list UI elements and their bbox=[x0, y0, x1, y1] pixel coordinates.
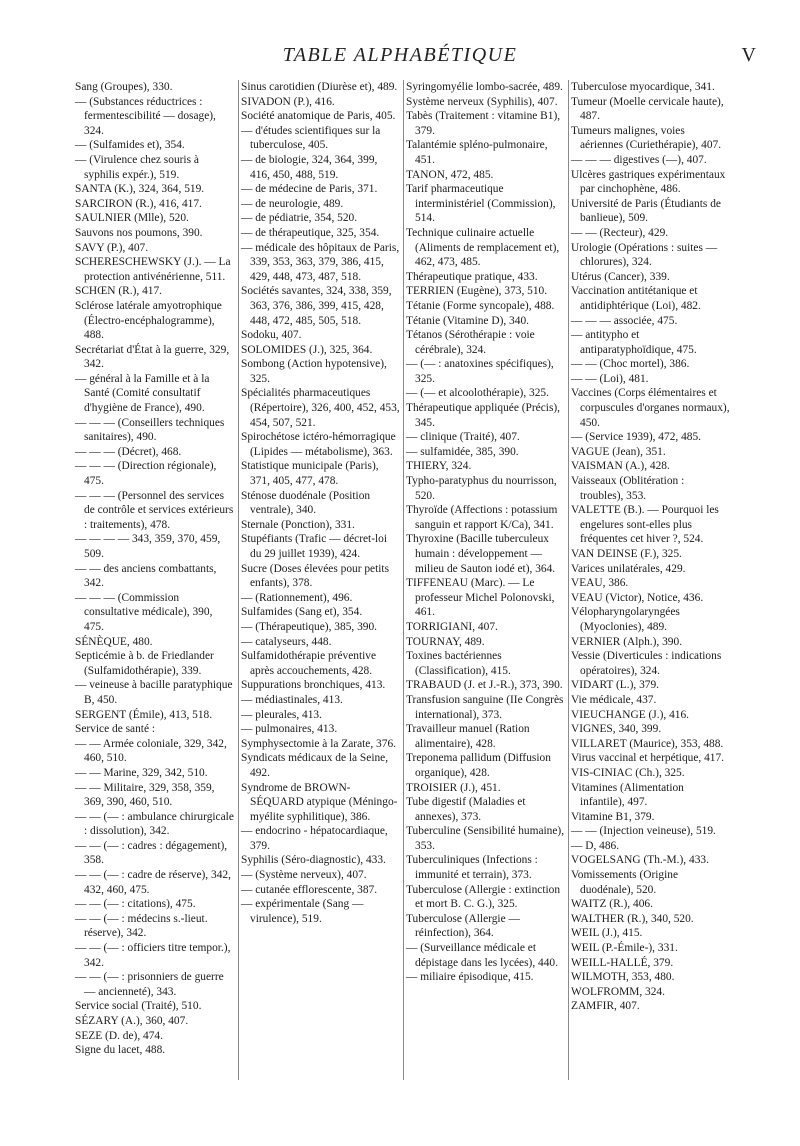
index-entry: Spécialités pharmaceutiques (Répertoire), 326, 400, 452, 453, 454, 507, 521. bbox=[241, 387, 400, 429]
index-entry: — — — (Conseillers techniques sanitaires), 490. bbox=[75, 416, 225, 444]
index-entry: Statistique municipale (Paris), 371, 405, 477, 478. bbox=[241, 460, 379, 488]
index-entry: Tuberculose (Allergie : extinction et mort B. C. G.), 325. bbox=[406, 883, 561, 911]
index-entry: — — — (Direction régionale), 475. bbox=[75, 460, 217, 488]
index-entry: Université de Paris (Étudiants de banlieue), 509. bbox=[571, 197, 721, 225]
index-entry: — — (— : citations), 475. bbox=[75, 898, 196, 911]
index-column-4 bbox=[568, 80, 733, 1080]
index-entry: — — — associée, 475. bbox=[571, 314, 678, 327]
index-entry: Sodoku, 407. bbox=[241, 329, 302, 342]
index-entry: VOGELSANG (Th.-M.), 433. bbox=[571, 854, 709, 867]
index-entry: — sulfamidée, 385, 390. bbox=[406, 445, 519, 458]
index-entry: Tube digestif (Maladies et annexes), 373. bbox=[406, 796, 526, 823]
index-entry: TIFFENEAU (Marc). — Le professeur Michel Polonovski, 461. bbox=[406, 577, 555, 619]
index-column-3 bbox=[403, 80, 568, 1080]
index-entry: TRABAUD (J. et J.-R.), 373, 390. bbox=[406, 679, 563, 692]
index-entry: — clinique (Traité), 407. bbox=[406, 431, 520, 444]
index-entry: Tuberculiniques (Infections : immunité et terrain), 373. bbox=[406, 854, 538, 882]
index-entry: Sinus carotidien (Diurèse et), 489. bbox=[241, 81, 398, 93]
index-entry: SCHERESCHEWSKY (J.). — La protection antivénérienne, 511. bbox=[75, 256, 231, 283]
index-entry: — — des anciens combattants, 342. bbox=[75, 562, 217, 590]
index-entry: Vaccines (Corps élémentaires et corpuscules d'organes normaux), 450. bbox=[571, 387, 730, 429]
index-entry: — — (Choc mortel), 386. bbox=[571, 358, 690, 371]
index-entry: TERRIEN (Eugène), 373, 510. bbox=[406, 285, 548, 298]
index-entry: — expérimentale (Sang — virulence), 519. bbox=[241, 898, 364, 925]
index-entry: Urologie (Opérations : suites — chlorures), 324. bbox=[571, 241, 718, 269]
index-entry: SAULNIER (Mlle), 520. bbox=[75, 212, 189, 225]
index-entry: Sombong (Action hypotensive), 325. bbox=[241, 358, 387, 385]
index-entry: WEIL (J.), 415. bbox=[571, 927, 643, 940]
index-entry: — médicale des hôpitaux de Paris, 339, 353, 363, 379, 386, 415, 429, 448, 473, 487, 518. bbox=[241, 241, 400, 283]
page-title: TABLE ALPHABÉTIQUE bbox=[282, 44, 518, 66]
index-entry: — — — (Commission consultative médicale), 390, 475. bbox=[75, 591, 213, 633]
index-entry: Vessie (Diverticules : indications opératoires), 324. bbox=[571, 650, 722, 677]
index-entry: Sténose duodénale (Position ventrale), 340. bbox=[241, 489, 371, 517]
index-entry: — — (Injection veineuse), 519. bbox=[571, 825, 716, 838]
index-entry: ZAMFIR, 407. bbox=[571, 1000, 640, 1013]
index-entry: Signe du lacet, 488. bbox=[75, 1044, 166, 1057]
index-entry: Service de santé : bbox=[75, 723, 156, 736]
index-entry: Service social (Traité), 510. bbox=[75, 1000, 202, 1013]
index-entry: VIS-CINIAC (Ch.), 325. bbox=[571, 766, 685, 779]
index-entry: — — Armée coloniale, 329, 342, 460, 510. bbox=[75, 737, 227, 765]
index-entry: SERGENT (Émile), 413, 518. bbox=[75, 708, 213, 721]
index-entry: VEAU, 386. bbox=[571, 577, 629, 590]
index-entry: — (Rationnement), 496. bbox=[241, 591, 353, 604]
index-entry: — général à la Famille et à la Santé (Comité consultatif d'hygiène de France), 490. bbox=[75, 372, 210, 415]
index-entry: — pulmonaires, 413. bbox=[241, 723, 338, 736]
index-entry: Vomissements (Origine duodénale), 520. bbox=[571, 869, 679, 896]
index-entry: — de médecine de Paris, 371. bbox=[241, 183, 378, 196]
index-entry: Sang (Groupes), 330. bbox=[75, 81, 173, 93]
index-entry: — — (— : prisonniers de guerre — ancienneté), 343. bbox=[75, 971, 224, 998]
index-entry: Thérapeutique pratique, 433. bbox=[406, 270, 538, 283]
index-entry: TORRIGIANI, 407. bbox=[406, 620, 498, 633]
index-entry: Tétanie (Forme syncopale), 488. bbox=[406, 299, 555, 312]
index-entry: VIEUCHANGE (J.), 416. bbox=[571, 708, 690, 721]
index-entry: — — (— : médecins s.-lieut. réserve), 342. bbox=[75, 912, 208, 940]
index-entry: WOLFROMM, 324. bbox=[571, 985, 665, 998]
index-entry: Tuberculine (Sensibilité humaine), 353. bbox=[406, 825, 565, 852]
index-entry: VIGNES, 340, 399. bbox=[571, 723, 662, 736]
index-entry: — — — (Décret), 468. bbox=[75, 445, 182, 458]
index-entry: — endocrino - hépatocardiaque, 379. bbox=[241, 825, 388, 852]
index-entry: Talantémie spléno-pulmonaire, 451. bbox=[406, 139, 548, 166]
index-entry: Varices unilatérales, 429. bbox=[571, 562, 686, 575]
index-entry: VAISMAN (A.), 428. bbox=[571, 460, 670, 473]
index-entry: — de neurologie, 489. bbox=[241, 197, 344, 210]
index-entry: Vitamine B1, 379. bbox=[571, 810, 655, 823]
index-entry: — (— : anatoxines spécifiques), 325. bbox=[406, 358, 554, 385]
index-entry: Société anatomique de Paris, 405. bbox=[241, 110, 396, 123]
index-entry: — — Marine, 329, 342, 510. bbox=[75, 766, 208, 779]
index-entry: Sucre (Doses élevées pour petits enfants), 378. bbox=[241, 562, 390, 590]
index-entry: Vaisseaux (Oblitération : troubles), 353. bbox=[571, 475, 685, 502]
index-entry: — pleurales, 413. bbox=[241, 708, 322, 721]
index-entry: — (Système nerveux), 407. bbox=[241, 869, 367, 882]
index-entry: Thérapeutique appliquée (Précis), 345. bbox=[406, 402, 561, 429]
index-entry: Vaccination antitétanique et antidiphtérique (Loi), 482. bbox=[571, 285, 701, 312]
index-entry: Sulfamidothérapie préventive après accouchements, 428. bbox=[241, 650, 377, 677]
index-entry: — — (Loi), 481. bbox=[571, 372, 649, 385]
index-entry: Ulcères gastriques expérimentaux par cinchophène, 486. bbox=[571, 168, 726, 196]
index-entry: Symphysectomie à la Zarate, 376. bbox=[241, 737, 396, 750]
index-entry: Tumeur (Moelle cervicale haute), 487. bbox=[571, 95, 724, 123]
index-entry: — — (Recteur), 429. bbox=[571, 226, 669, 239]
index-entry: VILLARET (Maurice), 353, 488. bbox=[571, 737, 724, 750]
index-entry: Treponema pallidum (Diffusion organique), 428. bbox=[406, 752, 551, 779]
index-entry: Syringomyélie lombo-sacrée, 489. bbox=[406, 81, 563, 93]
index-entry: — (Virulence chez souris à syphilis expér.), 519. bbox=[75, 153, 199, 181]
index-entry: — catalyseurs, 448. bbox=[241, 635, 332, 648]
index-entry: Sociétés savantes, 324, 338, 359, 363, 376, 386, 399, 415, 428, 448, 472, 485, 505, 518. bbox=[241, 285, 392, 327]
index-entry: — médiastinales, 413. bbox=[241, 693, 343, 706]
index-entry: — de pédiatrie, 354, 520. bbox=[241, 212, 358, 225]
index-entry: — veineuse à bacille paratyphique B, 450. bbox=[75, 679, 233, 706]
index-entry: Stupéfiants (Trafic — décret-loi du 29 juillet 1939), 424. bbox=[241, 533, 388, 560]
index-entry: VEAU (Victor), Notice, 436. bbox=[571, 591, 704, 604]
index-entry: Tabès (Traitement : vitamine B1), 379. bbox=[406, 110, 561, 137]
index-entry: — (Substances réductrices : fermentescibilité — dosage), 324. bbox=[75, 95, 216, 137]
index-entry: Vélopharyngolaryngées (Myoclonies), 489. bbox=[571, 606, 680, 633]
index-entry: Septicémie à b. de Friedlander (Sulfamidothérapie), 339. bbox=[75, 650, 214, 677]
index-entry: — miliaire épisodique, 415. bbox=[406, 971, 534, 984]
index-entry: — — (— : cadre de réserve), 342, 432, 460, 475. bbox=[75, 869, 231, 896]
index-entry: Virus vaccinal et herpétique, 417. bbox=[571, 752, 725, 765]
index-entry: VERNIER (Alph.), 390. bbox=[571, 635, 683, 648]
index-entry: SAVY (P.), 407. bbox=[75, 241, 149, 254]
index-entry: WALTHER (R.), 340, 520. bbox=[571, 912, 694, 925]
index-entry: Tarif pharmaceutique interministériel (Commission), 514. bbox=[406, 183, 556, 225]
index-column-2 bbox=[238, 80, 403, 1080]
index-entry: — D, 486. bbox=[571, 839, 620, 852]
index-entry: WEILL-HALLÉ, 379. bbox=[571, 956, 674, 969]
page-number: V bbox=[741, 44, 756, 66]
index-entry: Thyroïde (Affections : potassium sanguin et rapport K/Ca), 341. bbox=[406, 504, 558, 531]
index-entry: TANON, 472, 485. bbox=[406, 168, 494, 181]
index-entry: WILMOTH, 353, 480. bbox=[571, 971, 675, 984]
index-entry: SIVADON (P.), 416. bbox=[241, 95, 335, 108]
index-entry: Syndicats médicaux de la Seine, 492. bbox=[241, 752, 389, 779]
index-entry: — — (— : ambulance chirurgicale : dissolution), 342. bbox=[75, 810, 234, 838]
index-entry: Vie médicale, 437. bbox=[571, 693, 657, 706]
index-entry: Sulfamides (Sang et), 354. bbox=[241, 606, 363, 619]
index-entry: SARCIRON (R.), 416, 417. bbox=[75, 197, 202, 210]
index-entry: Système nerveux (Syphilis), 407. bbox=[406, 95, 558, 108]
index-entry: — — (— : officiers titre tempor.), 342. bbox=[75, 942, 231, 969]
index-entry: VIDART (L.), 379. bbox=[571, 679, 660, 692]
index-entry: Tuberculose myocardique, 341. bbox=[571, 81, 715, 93]
index-entry: Sauvons nos poumons, 390. bbox=[75, 226, 203, 239]
index-entry: — (Sulfamides et), 354. bbox=[75, 139, 185, 152]
index-entry: Spirochétose ictéro-hémorragique (Lipides — métabolisme), 363. bbox=[241, 431, 396, 458]
index-entry: SEZE (D. de), 474. bbox=[75, 1029, 163, 1042]
index-entry: Syndrome de BROWN-SÉQUARD atypique (Méningo-myélite syphilitique), 386. bbox=[241, 781, 398, 823]
index-entry: Sclérose latérale amyotrophique (Électro-encéphalogramme), 488. bbox=[75, 299, 222, 342]
index-entry: SCHŒN (R.), 417. bbox=[75, 285, 163, 298]
index-entry: — (Surveillance médicale et dépistage dans les lycées), 440. bbox=[406, 942, 558, 969]
index-entry: Utérus (Cancer), 339. bbox=[571, 270, 670, 283]
index-entry: SANTA (K.), 324, 364, 519. bbox=[75, 183, 205, 196]
index-entry: Travailleur manuel (Ration alimentaire), 428. bbox=[406, 723, 530, 750]
index-entry: TOURNAY, 489. bbox=[406, 635, 485, 648]
index-entry: — — — — 343, 359, 370, 459, 509. bbox=[75, 533, 221, 560]
index-entry: Toxines bactériennes (Classification), 415. bbox=[406, 650, 511, 677]
index-entry: — — (— : cadres : dégagement), 358. bbox=[75, 839, 228, 867]
index-entry: — de thérapeutique, 325, 354. bbox=[241, 226, 380, 239]
index-entry: Tumeurs malignes, voies aériennes (Curiethérapie), 407. bbox=[571, 124, 722, 152]
index-column-1 bbox=[73, 80, 238, 1080]
index-entry: — d'études scientifiques sur la tuberculose, 405. bbox=[241, 124, 381, 152]
index-entry: Transfusion sanguine (IIe Congrès international), 373. bbox=[406, 693, 564, 721]
index-columns bbox=[73, 80, 733, 1080]
index-entry: — (Service 1939), 472, 485. bbox=[571, 431, 702, 444]
index-entry: — — — (Personnel des services de contrôle et services extérieurs : traitements), 478. bbox=[75, 489, 234, 531]
index-entry: TROISIER (J.), 451. bbox=[406, 781, 501, 794]
index-entry: Suppurations bronchiques, 413. bbox=[241, 679, 386, 692]
index-entry: Vitamines (Alimentation infantile), 497. bbox=[571, 781, 684, 809]
index-entry: Tétanie (Vitamine D), 340. bbox=[406, 314, 529, 327]
index-entry: — (— et alcoolothérapie), 325. bbox=[406, 387, 549, 400]
index-entry: VAGUE (Jean), 351. bbox=[571, 445, 666, 458]
index-entry: WEIL (P.-Émile-), 331. bbox=[571, 942, 678, 955]
index-entry: — antitypho et antiparatyphoïdique, 475. bbox=[571, 329, 697, 356]
index-entry: Technique culinaire actuelle (Aliments de remplacement et), 462, 473, 485. bbox=[406, 226, 560, 269]
index-entry: WAITZ (R.), 406. bbox=[571, 898, 653, 911]
index-entry: Secrétariat d'État à la guerre, 329, 342. bbox=[75, 343, 230, 371]
index-entry: VALETTE (B.). — Pourquoi les engelures sont-elles plus fréquentes cet hiver ?, 524. bbox=[571, 504, 719, 546]
index-entry: Thyroxine (Bacille tuberculeux humain : développement — milieu de Sauton iodé et), 364. bbox=[406, 533, 556, 575]
index-entry: VAN DEINSE (F.), 325. bbox=[571, 548, 682, 560]
index-entry: — de biologie, 324, 364, 399, 416, 450, 488, 519. bbox=[241, 153, 378, 181]
index-entry: Sternale (Ponction), 331. bbox=[241, 518, 355, 531]
index-entry: — (Thérapeutique), 385, 390. bbox=[241, 620, 378, 633]
index-entry: Tuberculose (Allergie — réinfection), 364. bbox=[406, 912, 520, 940]
index-entry: THIERY, 324. bbox=[406, 460, 472, 473]
index-entry: SOLOMIDES (J.), 325, 364. bbox=[241, 343, 373, 356]
index-entry: SÉZARY (A.), 360, 407. bbox=[75, 1015, 189, 1027]
index-entry: Syphilis (Séro-diagnostic), 433. bbox=[241, 854, 386, 867]
index-entry: — cutanée efflorescente, 387. bbox=[241, 883, 378, 896]
index-entry: SÉNÈQUE, 480. bbox=[75, 635, 153, 648]
index-entry: — — Militaire, 329, 358, 359, 369, 390, 460, 510. bbox=[75, 781, 215, 809]
index-entry: — — — digestives (—), 407. bbox=[571, 153, 707, 166]
index-entry: Typho-paratyphus du nourrisson, 520. bbox=[406, 475, 557, 502]
index-entry: Tétanos (Sérothérapie : voie cérébrale), 324. bbox=[406, 329, 535, 356]
